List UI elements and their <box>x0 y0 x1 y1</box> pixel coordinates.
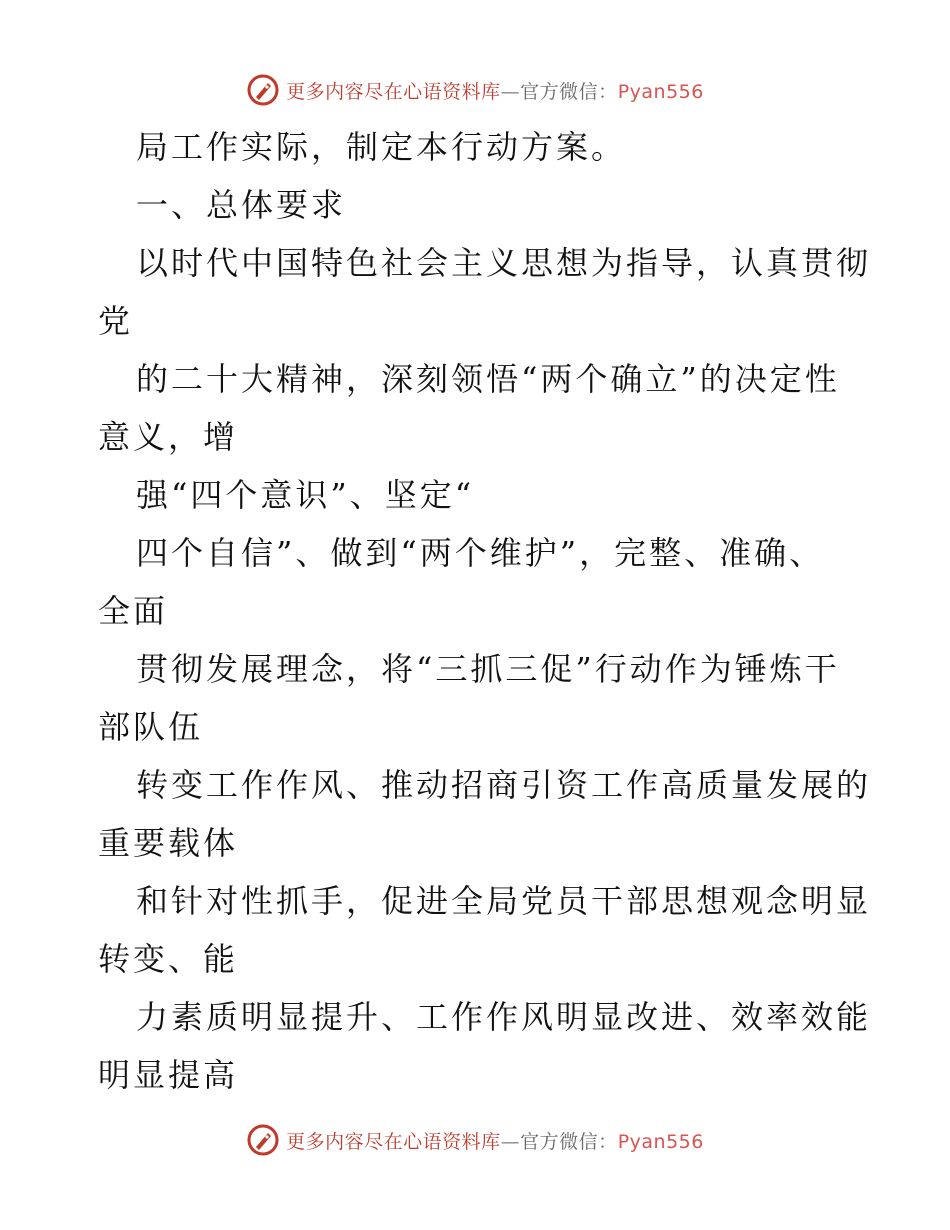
paragraph-line: 转变工作作风、推动招商引资工作高质量发展的 <box>136 766 872 804</box>
paragraph-line: 和针对性抓手，促进全局党员干部思想观念明显 <box>136 882 872 920</box>
paragraph-line: 力素质明显提升、工作作风明显改进、效率效能 <box>136 998 872 1036</box>
watermark-brand: 更多内容尽在心语资料库 <box>286 80 501 103</box>
paragraph-line: 一、总体要求 <box>136 186 347 224</box>
paragraph-line: 明显提高 <box>98 1056 239 1094</box>
paragraph-line: 贯彻发展理念，将“三抓三促”行动作为锤炼干 <box>136 650 840 688</box>
watermark-official: 官方微信： <box>520 80 618 103</box>
paragraph-line: 部队伍 <box>98 708 204 746</box>
paragraph-line: 四个自信”、做到“两个维护”，完整、准确、 <box>136 534 825 572</box>
paragraph-line: 以时代中国特色社会主义思想为指导，认真贯彻 <box>136 244 872 282</box>
paragraph-line: 全面 <box>98 592 169 630</box>
paragraph-line: 党 <box>98 302 134 340</box>
watermark-id: Pyan556 <box>617 1130 704 1153</box>
paragraph-line: 意义，增 <box>98 418 239 456</box>
paragraph-line: 转变、能 <box>98 940 239 978</box>
footer-watermark <box>0 1120 950 1160</box>
watermark-id: Pyan556 <box>617 80 704 103</box>
header-watermark <box>0 70 950 110</box>
watermark-dash: — <box>500 1130 521 1153</box>
paragraph-line: 局工作实际，制定本行动方案。 <box>136 128 627 166</box>
paragraph-line: 重要载体 <box>98 824 239 862</box>
paragraph-line: 的二十大精神，深刻领悟“两个确立”的决定性 <box>136 360 840 398</box>
pen-nib-circle-icon <box>246 1123 280 1157</box>
watermark-official: 官方微信： <box>520 1130 618 1153</box>
pen-nib-circle-icon <box>246 73 280 107</box>
watermark-dash: — <box>500 80 521 103</box>
watermark-brand: 更多内容尽在心语资料库 <box>286 1130 501 1153</box>
paragraph-line: 强“四个意识”、坚定“ <box>136 476 475 514</box>
document-body <box>98 118 872 1104</box>
